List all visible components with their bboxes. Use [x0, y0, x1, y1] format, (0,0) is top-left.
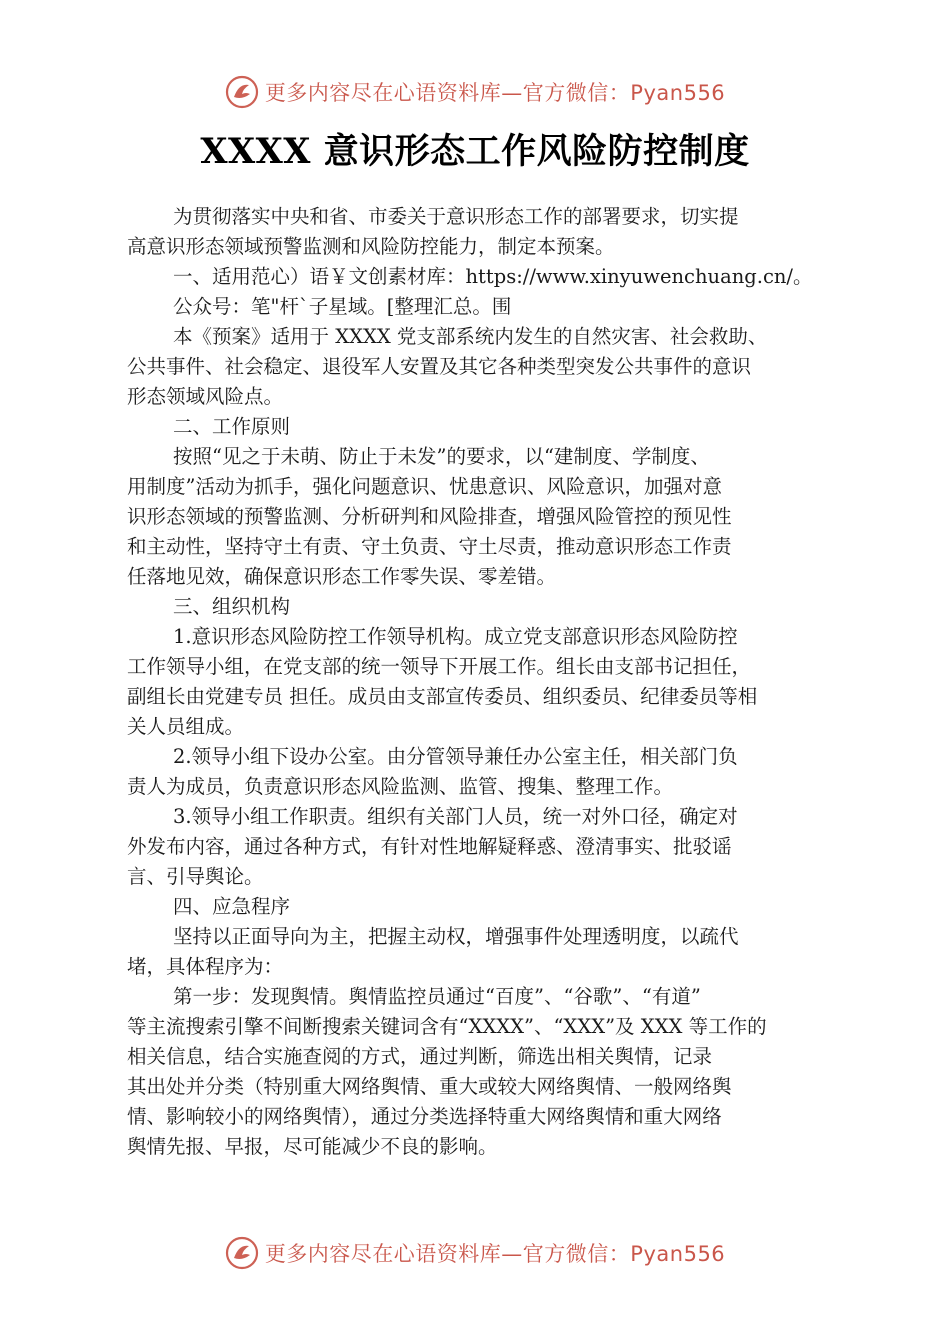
document-body: [127, 202, 867, 1162]
text-line: 四、应急程序: [173, 895, 291, 918]
brand-logo-icon: [225, 75, 259, 109]
text-line: 舆情先报、早报，尽可能减少不良的影响。: [127, 1135, 498, 1158]
text-line: 副组长由党建专员 担任。成员由支部宣传委员、组织委员、纪律委员等相: [127, 685, 758, 708]
text-line: 高意识形态领域预警监测和风险防控能力，制定本预案。: [127, 235, 615, 258]
text-line: 相关信息，结合实施查阅的方式，通过判断，筛选出相关舆情，记录: [127, 1045, 713, 1068]
text-line: 公众号：笔"杆`子星域。[整理汇总。围: [173, 295, 512, 318]
text-line: 第一步：发现舆情。舆情监控员通过“百度”、“谷歌”、“有道”: [173, 985, 701, 1008]
document-title: XXXX 意识形态工作风险防控制度: [200, 131, 750, 172]
text-line: 外发布内容，通过各种方式，有针对性地解疑释惑、澄清事实、批驳谣: [127, 835, 732, 858]
text-line: 公共事件、社会稳定、退役军人安置及其它各种类型突发公共事件的意识: [127, 355, 752, 378]
text-line: 言、引导舆论。: [127, 865, 264, 888]
text-line: 坚持以正面导向为主，把握主动权，增强事件处理透明度，以疏代: [173, 925, 739, 948]
text-line: 和主动性，坚持守土有责、守土负责、守土尽责，推动意识形态工作责: [127, 535, 732, 558]
text-line: 二、工作原则: [173, 415, 291, 438]
text-line: 按照“见之于未萌、防止于未发”的要求，以“建制度、学制度、: [173, 445, 710, 468]
text-line: 关人员组成。: [127, 715, 245, 738]
text-line: 其出处并分类（特别重大网络舆情、重大或较大网络舆情、一般网络舆: [127, 1075, 732, 1098]
text-line: 情、影响较小的网络舆情），通过分类选择特重大网络舆情和重大网络: [127, 1105, 722, 1128]
text-line: 责人为成员，负责意识形态风险监测、监管、搜集、整理工作。: [127, 775, 674, 798]
header-watermark-banner: [0, 70, 950, 114]
text-line: 为贯彻落实中央和省、市委关于意识形态工作的部署要求，切实提: [173, 205, 739, 228]
footer-watermark-banner: [0, 1231, 950, 1275]
text-line: 等主流搜索引擎不间断搜索关键词含有“XXXX”、“XXX”及 XXX 等工作的: [127, 1015, 767, 1038]
brand-logo-icon: [225, 1236, 259, 1270]
header-watermark-text: 更多内容尽在心语资料库—官方微信：Pyan556: [264, 81, 726, 105]
text-line: 本《预案》适用于 XXXX 党支部系统内发生的自然灾害、社会救助、: [173, 325, 768, 348]
text-line: 识形态领域的预警监测、分析研判和风险排查，增强风险管控的预见性: [127, 505, 732, 528]
text-line: 1.意识形态风险防控工作领导机构。成立党支部意识形态风险防控: [173, 625, 738, 648]
text-line: 2.领导小组下设办公室。由分管领导兼任办公室主任，相关部门负: [173, 745, 738, 768]
text-line: 工作领导小组，在党支部的统一领导下开展工作。组长由支部书记担任，: [127, 655, 752, 678]
text-line: 一、适用范心）语￥文创素材库：https://www.xinyuwenchuang.cn/。: [173, 265, 813, 288]
text-line: 3.领导小组工作职责。组织有关部门人员，统一对外口径，确定对: [173, 805, 738, 828]
text-line: 用制度”活动为抓手，强化问题意识、忧患意识、风险意识，加强对意: [127, 475, 722, 498]
text-line: 任落地见效，确保意识形态工作零失误、零差错。: [127, 565, 557, 588]
text-line: 三、组织机构: [173, 595, 291, 618]
footer-watermark-text: 更多内容尽在心语资料库—官方微信：Pyan556: [264, 1242, 726, 1266]
text-line: 形态领域风险点。: [127, 385, 284, 408]
text-line: 堵，具体程序为：: [127, 955, 284, 978]
